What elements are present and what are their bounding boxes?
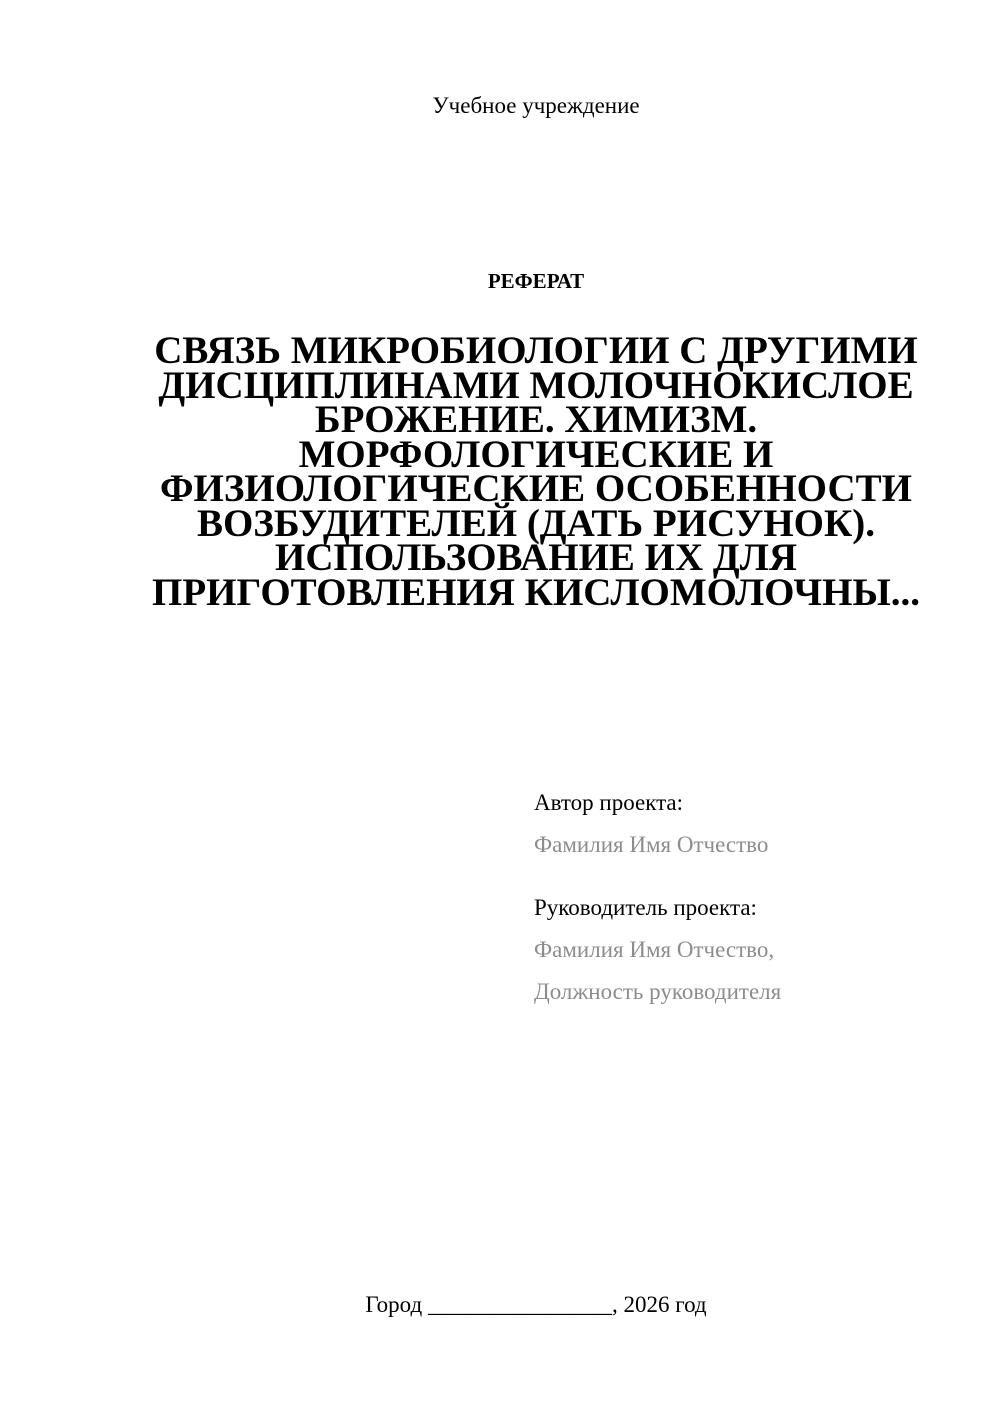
document-type: РЕФЕРАТ xyxy=(487,269,585,293)
author-block xyxy=(534,782,974,866)
institution-name: Учебное учреждение xyxy=(432,93,640,118)
supervisor-position: Должность руководителя xyxy=(534,979,782,1004)
city-year-line: Город ________________, 2026 год xyxy=(365,1292,707,1317)
author-label: Автор проекта: xyxy=(534,790,683,815)
document-title: СВЯЗЬ МИКРОБИОЛОГИИ С ДРУГИМИ ДИСЦИПЛИНАМИ МОЛОЧНОКИСЛОЕ БРОЖЕНИЕ. ХИМИЗМ. МОРФОЛОГИЧЕСКИЕ И ФИЗИОЛОГИЧЕСКИЕ ОСОБЕННОСТИ ВОЗБУДИТЕЛЕЙ (ДАТЬ РИСУНОК). ИСПОЛЬЗОВАНИЕ ИХ ДЛЯ ПРИГОТОВЛЕНИЯ КИСЛОМОЛОЧНЫ... xyxy=(151,329,921,614)
supervisor-block xyxy=(534,887,974,1013)
author-name: Фамилия Имя Отчество xyxy=(534,832,769,857)
supervisor-label: Руководитель проекта: xyxy=(534,895,757,920)
supervisor-name: Фамилия Имя Отчество, xyxy=(534,937,775,962)
